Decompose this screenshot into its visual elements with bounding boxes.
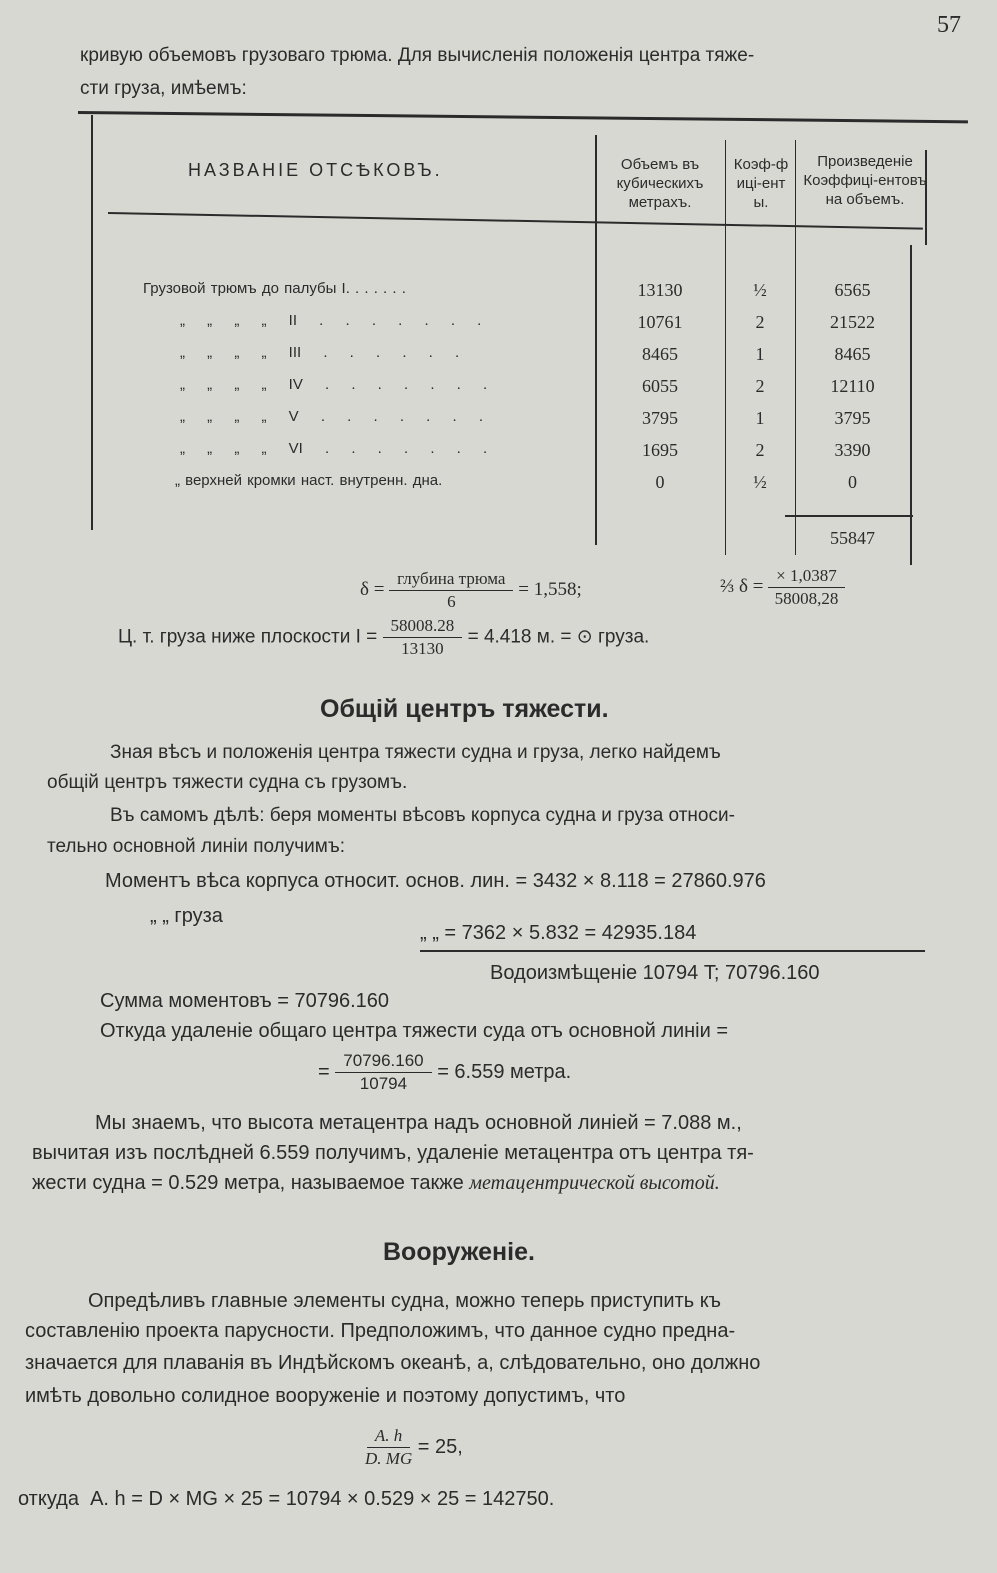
row-name: „ „ „ „ III . . . . . . bbox=[180, 344, 460, 361]
section-title: Вооруженіе. bbox=[383, 1238, 535, 1266]
row-product: 0 bbox=[848, 472, 857, 492]
formula-lhs: δ = bbox=[360, 578, 385, 600]
row-coef: 2 bbox=[755, 312, 765, 332]
formula-numerator: глубина трюма bbox=[389, 568, 513, 591]
formula-result: = 4.418 м. = ⊙ груза. bbox=[467, 626, 650, 648]
formula-result: = 25, bbox=[417, 1435, 463, 1458]
row-name: „ „ „ „ IV . . . . . . . bbox=[180, 376, 488, 393]
col-rule bbox=[595, 135, 597, 545]
formula-two-thirds bbox=[720, 565, 845, 610]
row-product: 21522 bbox=[830, 312, 875, 332]
formula-eq: = bbox=[318, 1060, 330, 1083]
row-name: „ „ „ „ V . . . . . . . bbox=[180, 408, 483, 425]
paragraph-line: имѣть довольно солидное вооруженіе и поэтому допустимъ, что bbox=[25, 1385, 626, 1407]
text: жести судна = 0.529 метра, называемое также bbox=[32, 1172, 464, 1194]
total-value: 55847 bbox=[830, 528, 875, 548]
row-product: 8465 bbox=[834, 344, 871, 364]
formula-denominator: 6 bbox=[447, 592, 456, 611]
col-rule bbox=[91, 115, 93, 530]
header-name: НАЗВАНІЕ ОТСѢКОВЪ. bbox=[188, 160, 443, 180]
row-volume: 6055 bbox=[642, 376, 678, 396]
displacement: Водоизмѣщеніе 10794 T; 70796.160 bbox=[490, 962, 820, 984]
paragraph-line: вычитая изъ послѣдней 6.559 получимъ, удаленіе метацентра отъ центра тя- bbox=[32, 1142, 754, 1164]
formula-numerator: 58008.28 bbox=[383, 615, 463, 638]
row-product: 3795 bbox=[834, 408, 871, 428]
header-coef: Коэф-фиці-енты. bbox=[733, 156, 789, 211]
row-product: 3390 bbox=[834, 440, 871, 460]
moment-sum: Сумма моментовъ = 70796.160 bbox=[100, 990, 390, 1012]
row-name: „ „ „ „ VI . . . . . . . bbox=[180, 440, 488, 457]
formula: A. h = D × MG × 25 = 10794 × 0.529 × 25 = 142750. bbox=[90, 1488, 555, 1510]
paragraph-line: Откуда удаленіе общаго центра тяжести суда отъ основной линіи = bbox=[100, 1020, 729, 1042]
row-name: „ верхней кромки наст. внутренн. дна. bbox=[175, 472, 443, 489]
formula-lhs: ⅔ δ = bbox=[720, 575, 764, 597]
page-number: 57 bbox=[937, 12, 961, 38]
row-volume: 1695 bbox=[642, 440, 678, 460]
section-title: Общій центръ тяжести. bbox=[320, 695, 609, 723]
row-volume: 10761 bbox=[637, 312, 683, 332]
col-rule bbox=[910, 245, 912, 565]
row-name: „ „ „ „ II . . . . . . . bbox=[180, 312, 482, 329]
paragraph-line: значается для плаванія въ Индѣйскомъ океанѣ, а, слѣдовательно, оно должно bbox=[25, 1352, 761, 1374]
italic-term: метацентрической высотой. bbox=[469, 1172, 720, 1194]
text: откуда bbox=[18, 1488, 79, 1510]
col-rule bbox=[725, 140, 726, 555]
row-product: 6565 bbox=[834, 280, 871, 300]
formula-depth bbox=[360, 568, 582, 613]
formula-denominator: D. MG bbox=[365, 1449, 413, 1468]
paragraph-line: тельно основной линіи получимъ: bbox=[47, 836, 345, 857]
col-rule bbox=[795, 140, 796, 555]
row-volume: 3795 bbox=[642, 408, 678, 428]
row-volume: 13130 bbox=[637, 280, 683, 300]
paragraph-line: Мы знаемъ, что высота метацентра надъ основной линіей = 7.088 м., bbox=[95, 1112, 742, 1134]
row-coef: ½ bbox=[753, 472, 767, 492]
row-coef: 1 bbox=[755, 344, 765, 364]
row-coef: 2 bbox=[755, 440, 765, 460]
formula-result: = 1,558; bbox=[518, 578, 582, 600]
intro-line-1: кривую объемовъ грузоваго трюма. Для вычисленія положенія центра тяже- bbox=[80, 45, 755, 66]
row-coef: 1 bbox=[755, 408, 765, 428]
formula-cargo-center bbox=[118, 615, 649, 660]
intro-line-2: сти груза, имѣемъ: bbox=[80, 78, 247, 99]
moment-cargo-label: „ „ груза bbox=[150, 905, 223, 927]
paragraph-line: Зная вѣсъ и положенія центра тяжести судна и груза, легко найдемъ bbox=[110, 742, 721, 763]
sum-rule bbox=[420, 950, 925, 952]
final-formula bbox=[18, 1488, 554, 1511]
formula-denominator: 58008,28 bbox=[774, 589, 839, 608]
formula-numerator: 70796.160 bbox=[335, 1050, 431, 1073]
paragraph-line: общій центръ тяжести судна съ грузомъ. bbox=[47, 772, 408, 793]
row-product: 12110 bbox=[830, 376, 875, 396]
row-name: Грузовой трюмъ до палубы I. . . . . . . bbox=[143, 280, 406, 297]
total-rule bbox=[785, 515, 913, 517]
moment-hull: Моментъ вѣса корпуса относит. основ. лин. = 3432 × 8.118 = 27860.976 bbox=[105, 870, 766, 892]
formula-numerator: × 1,0387 bbox=[768, 565, 845, 588]
paragraph-line: составленію проекта парусности. Предположимъ, что данное судно предна- bbox=[25, 1320, 736, 1342]
formula-denominator: 10794 bbox=[359, 1074, 408, 1093]
formula-text: Ц. т. груза ниже плоскости I = bbox=[118, 626, 378, 648]
header-product: Произведеніе Коэффиці-ентовъ на объемъ. bbox=[803, 153, 927, 208]
header-volume: Объемъ въ кубическихъ метрахъ. bbox=[616, 156, 704, 211]
paragraph-line: Въ самомъ дѣлѣ: беря моменты вѣсовъ корпуса судна и груза относи- bbox=[110, 805, 735, 826]
paragraph-line bbox=[32, 1172, 720, 1195]
formula-denominator: 13130 bbox=[401, 639, 444, 658]
row-volume: 0 bbox=[655, 472, 665, 492]
paragraph-line: Опредѣливъ главные элементы судна, можно теперь приступить къ bbox=[88, 1290, 721, 1312]
row-coef: ½ bbox=[753, 280, 767, 300]
row-coef: 2 bbox=[755, 376, 765, 396]
header-rule bbox=[108, 212, 923, 230]
moment-cargo: „ „ = 7362 × 5.832 = 42935.184 bbox=[420, 922, 697, 944]
formula-sail-ratio bbox=[365, 1425, 463, 1470]
formula-numerator: A. h bbox=[367, 1425, 410, 1448]
row-volume: 8465 bbox=[642, 344, 678, 364]
table-top-rule bbox=[78, 111, 968, 123]
formula-center-height bbox=[318, 1050, 571, 1095]
formula-result: = 6.559 метра. bbox=[437, 1060, 572, 1083]
